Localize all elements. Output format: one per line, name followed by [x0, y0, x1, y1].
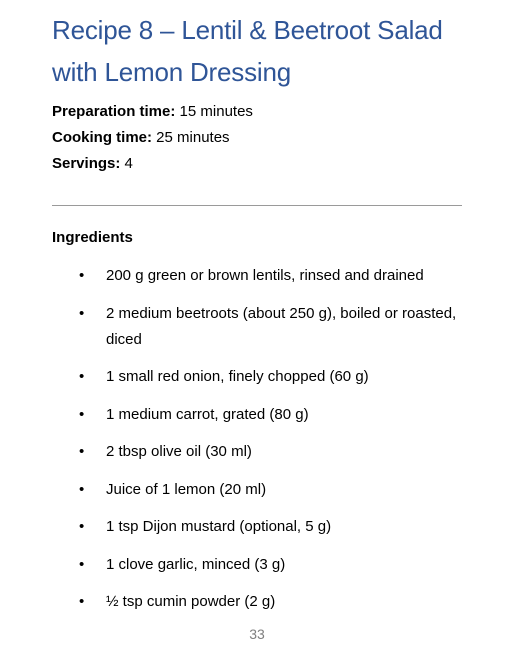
bullet-icon: •: [79, 593, 85, 610]
list-item: [52, 477, 472, 503]
list-item: [52, 402, 472, 428]
recipe-title-line-1: Recipe 8 – Lentil & Beetroot Salad: [52, 15, 443, 45]
page-number: 33: [249, 626, 265, 642]
ingredient-text: ½ tsp cumin powder (2 g): [106, 593, 276, 610]
ingredient-text: 2 medium beetroots (about 250 g), boiled or roasted, diced: [106, 304, 457, 348]
cooking-time: [52, 125, 253, 151]
ingredient-text: Juice of 1 lemon (20 ml): [106, 480, 267, 498]
ingredient-text: 1 tsp Dijon mustard (optional, 5 g): [106, 518, 332, 535]
bullet-icon: •: [79, 405, 85, 423]
list-item: [52, 514, 472, 540]
recipe-title: [52, 9, 482, 93]
ingredient-text: 1 medium carrot, grated (80 g): [106, 405, 309, 423]
list-item: [52, 263, 472, 289]
ingredients-heading: Ingredients: [52, 229, 133, 246]
list-item: [52, 439, 472, 465]
servings-label: Servings:: [52, 155, 121, 172]
bullet-icon: •: [79, 518, 85, 535]
bullet-icon: •: [79, 368, 85, 385]
ingredient-text: 200 g green or brown lentils, rinsed and drained: [106, 267, 424, 284]
cooking-time-value: 25 minutes: [152, 129, 230, 146]
ingredient-text: 1 clove garlic, minced (3 g): [106, 555, 286, 573]
bullet-icon: •: [79, 304, 85, 322]
ingredients-list: [52, 263, 472, 627]
bullet-icon: •: [79, 555, 85, 573]
recipe-meta: [52, 99, 253, 177]
list-item: [52, 301, 472, 353]
servings-value: 4: [120, 155, 133, 172]
preparation-time: [52, 99, 253, 125]
list-item: [52, 552, 472, 578]
bullet-icon: •: [79, 267, 85, 284]
section-divider: [52, 205, 462, 206]
cooking-time-label: Cooking time:: [52, 129, 152, 146]
list-item: [52, 589, 472, 615]
bullet-icon: •: [79, 480, 85, 498]
recipe-title-line-2: with Lemon Dressing: [52, 57, 291, 87]
list-item: [52, 364, 472, 390]
preparation-time-label: Preparation time:: [52, 103, 176, 120]
ingredient-text: 2 tbsp olive oil (30 ml): [106, 443, 252, 460]
preparation-time-value: 15 minutes: [175, 103, 253, 120]
ingredient-text: 1 small red onion, finely chopped (60 g): [106, 368, 369, 385]
servings: [52, 151, 253, 177]
bullet-icon: •: [79, 443, 85, 460]
